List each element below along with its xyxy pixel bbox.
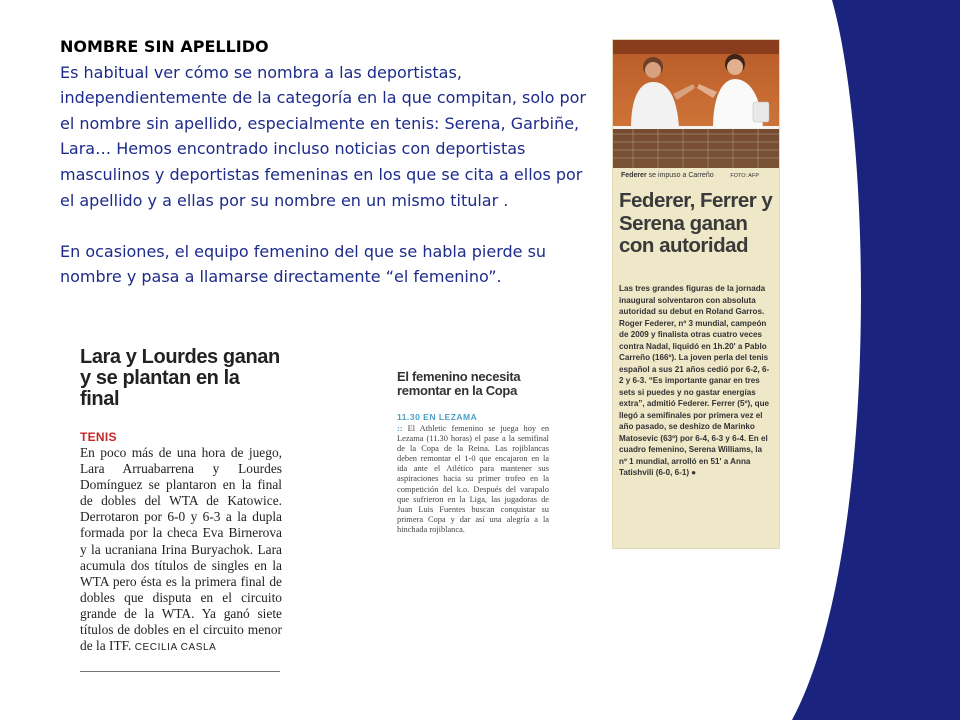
newspaper-clipping-womens-football [397, 370, 549, 608]
clipping-section-kicker: TENIS [80, 430, 117, 444]
clipping-headline: El femenino necesita remontar en la Copa [397, 370, 521, 398]
photo-credit: FOTO: AFP [730, 173, 759, 179]
section-heading: NOMBRE SIN APELLIDO [60, 37, 269, 56]
clipping-body: Las tres grandes figuras de la jornada inaugural solventaron con absoluta autoridad su debut en Roland Garros. Roger Federer, nº 3 mundial, campeón de 2009 y finalista otras cuatro veces contra Nadal, liquidó en 1h.20' a Pablo Carreño (166º). La joven perla del tenis español a sus 21 años cedió por 6-2, 6-2 y 6-3. “Es importante ganar en tres sets si puedes y no gastar energías extra”, admitió Federer. Ferrer (5º), que llegó a semifinales por primera vez el año pasado, se deshizo de Marinko Matosevic (63º) por 6-4, 6-3 y 6-4. En el cuadro femenino, Serena Williams, la nº 1 mundial, arrolló en 51' a Anna Tatishvili (6-0, 6-1) ● [619, 284, 770, 477]
clipping-body-text: En poco más de una hora de juego, Lara Arruabarrena y Lourdes Domínguez se plantaron en la final de dobles del WTA de Katowice. Derrotaron por 6-0 y 6-3 a la dupla formada por la checa Eva Birnerova y la ucraniana Irina Buryachok. Lara acumula dos títulos de singles en la WTA pero ésta es la primera final de dobles que disputa en el circuito grande de la WTA. Ya ganó siete títulos de dobles en el circuito menor de la ITF. [80, 445, 282, 654]
clipping-body [80, 445, 282, 656]
clipping-bottom-rule [80, 671, 280, 672]
caption-name: Federer [621, 172, 647, 179]
clipping-section-kicker: 11.30 EN LEZAMA [397, 412, 478, 422]
intro-paragraph-1: Es habitual ver cómo se nombra a las deportistas, independientemente de la categoría en la que compitan, solo por el nombre sin apellido, especialmente en tenis: Serena, Garbiñe, Lara… Hemos encontrado incluso noticias con deportistas masculinos y deportistas femeninas en los que se cita a ellos por el apellido y a ellas por su nombre en un mismo titular . [60, 62, 586, 210]
caption-text: se impuso a Carreño [648, 172, 714, 179]
clipping-body-text: El Athletic femenino se juega hoy en Lezama (11.30 horas) el pase a la semifinal de la Copa de la Reina. Las rojiblancas deben remontar el 1-0 que encajaron en la ida ante el Atlético para mantener sus aspiraciones hacia su primer trofeo en la competición del k.o. Después del varapalo que sufrieron en la Liga, las jugadoras de Juan Luis Fuentes buscan conquistar su primera Copa y dar así una alegría a la hinchada rojiblanca. [397, 424, 549, 534]
photo-caption [613, 169, 779, 183]
clipping-body [397, 424, 549, 535]
newspaper-clipping-roland-garros [613, 40, 779, 548]
tennis-players-photo [613, 40, 779, 168]
clipping-headline: Federer, Ferrer y Serena ganan con autoridad [619, 189, 773, 257]
intro-text-block [60, 34, 590, 290]
clipping-byline: CECILIA CASLA [134, 642, 217, 654]
clipping-headline: Lara y Lourdes ganan y se plantan en la final [80, 346, 280, 410]
bullet-icon: :: [397, 424, 403, 433]
intro-paragraph-2: En ocasiones, el equipo femenino del que se habla pierde su nombre y pasa a llamarse directamente “el femenino”. [60, 241, 547, 287]
newspaper-clipping-tennis-doubles [80, 343, 282, 676]
photo-caption-text [621, 169, 714, 183]
